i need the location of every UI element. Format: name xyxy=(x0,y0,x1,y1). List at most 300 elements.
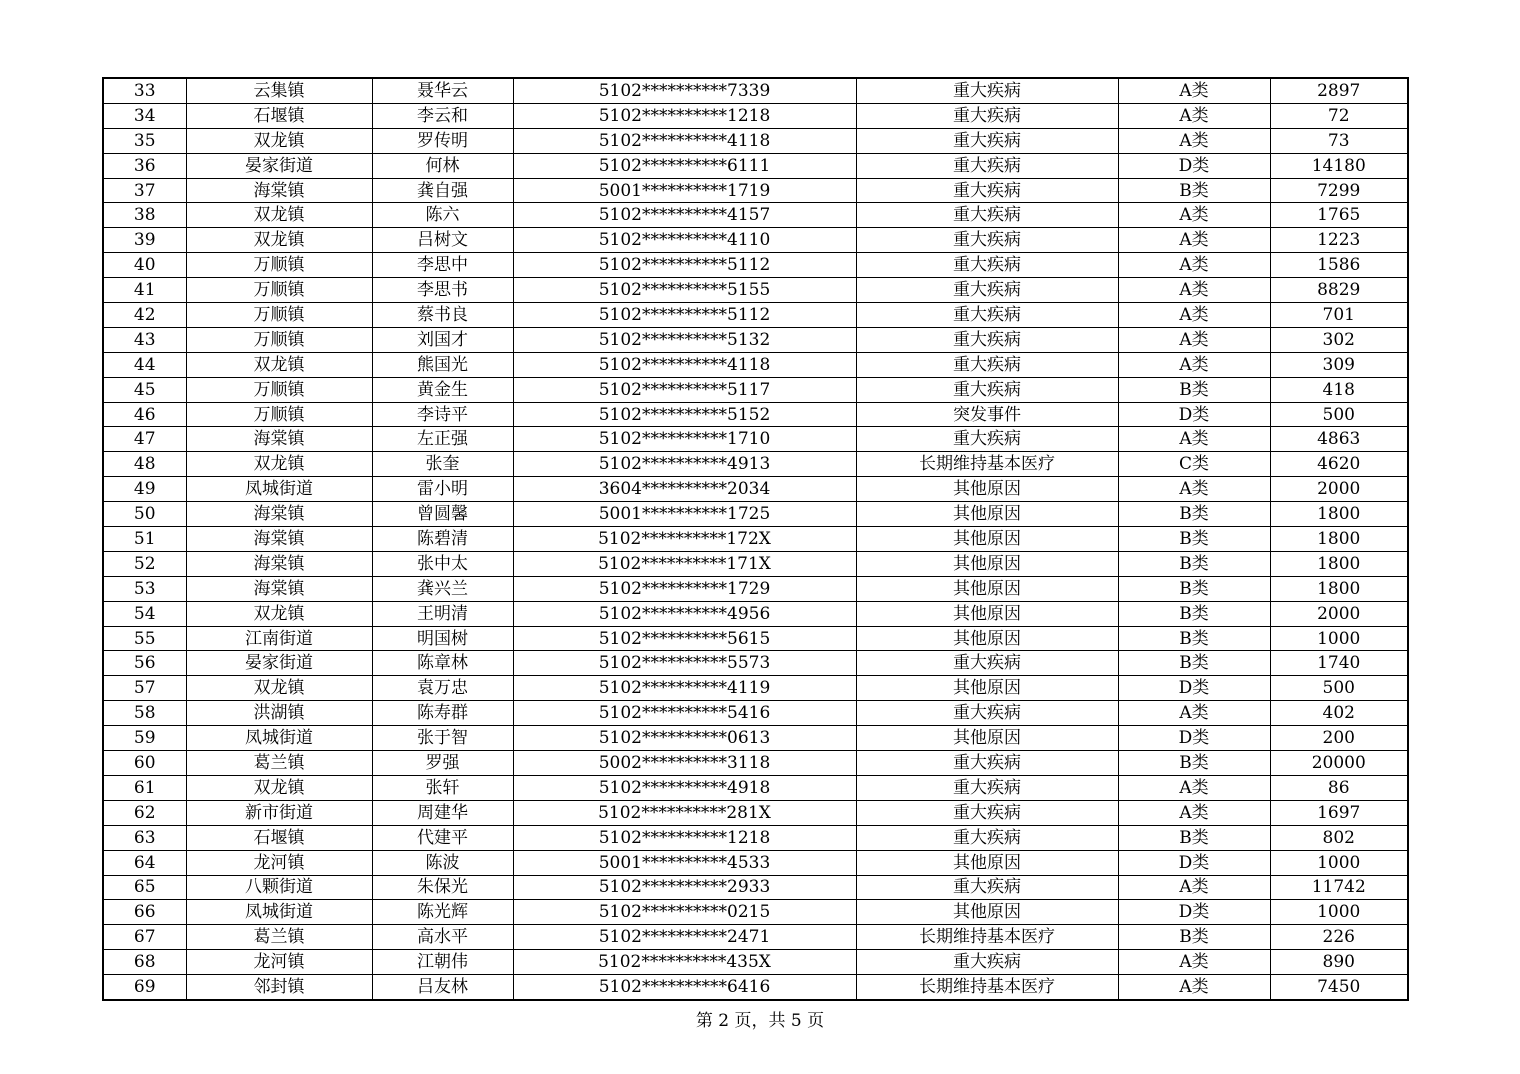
table-row xyxy=(103,327,1408,352)
row-number-cell: 65 xyxy=(103,875,186,900)
table-row xyxy=(103,975,1408,1000)
reason-cell: 长期维持基本医疗 xyxy=(856,925,1118,950)
name-cell: 袁万忠 xyxy=(372,676,513,701)
row-number-cell: 52 xyxy=(103,551,186,576)
id-number-cell: 5102**********5132 xyxy=(513,327,856,352)
table-row xyxy=(103,850,1408,875)
table-row xyxy=(103,402,1408,427)
name-cell: 明国树 xyxy=(372,626,513,651)
id-number-cell: 5102**********5615 xyxy=(513,626,856,651)
id-number-cell: 5102**********5155 xyxy=(513,278,856,303)
reason-cell: 重大疾病 xyxy=(856,103,1118,128)
id-number-cell: 5102**********5416 xyxy=(513,701,856,726)
amount-cell: 1000 xyxy=(1270,850,1408,875)
amount-cell: 7450 xyxy=(1270,975,1408,1000)
name-cell: 李诗平 xyxy=(372,402,513,427)
reason-cell: 突发事件 xyxy=(856,402,1118,427)
township-cell: 石堰镇 xyxy=(186,103,372,128)
category-cell: A类 xyxy=(1118,303,1270,328)
table-row xyxy=(103,551,1408,576)
township-cell: 万顺镇 xyxy=(186,303,372,328)
name-cell: 龚自强 xyxy=(372,178,513,203)
amount-cell: 8829 xyxy=(1270,278,1408,303)
row-number-cell: 40 xyxy=(103,253,186,278)
name-cell: 熊国光 xyxy=(372,352,513,377)
category-cell: B类 xyxy=(1118,551,1270,576)
category-cell: A类 xyxy=(1118,477,1270,502)
township-cell: 万顺镇 xyxy=(186,278,372,303)
id-number-cell: 5001**********1725 xyxy=(513,502,856,527)
table-row xyxy=(103,726,1408,751)
township-cell: 晏家街道 xyxy=(186,153,372,178)
township-cell: 龙河镇 xyxy=(186,950,372,975)
id-number-cell: 5102**********5112 xyxy=(513,303,856,328)
amount-cell: 86 xyxy=(1270,775,1408,800)
reason-cell: 重大疾病 xyxy=(856,153,1118,178)
id-number-cell: 5102**********2933 xyxy=(513,875,856,900)
amount-cell: 200 xyxy=(1270,726,1408,751)
township-cell: 海棠镇 xyxy=(186,576,372,601)
category-cell: D类 xyxy=(1118,153,1270,178)
amount-cell: 1800 xyxy=(1270,576,1408,601)
table-row xyxy=(103,825,1408,850)
name-cell: 聂华云 xyxy=(372,78,513,103)
name-cell: 张于智 xyxy=(372,726,513,751)
name-cell: 罗强 xyxy=(372,751,513,776)
row-number-cell: 56 xyxy=(103,651,186,676)
table-row xyxy=(103,576,1408,601)
id-number-cell: 5102**********281X xyxy=(513,800,856,825)
township-cell: 万顺镇 xyxy=(186,327,372,352)
township-cell: 新市街道 xyxy=(186,800,372,825)
reason-cell: 重大疾病 xyxy=(856,950,1118,975)
reason-cell: 重大疾病 xyxy=(856,751,1118,776)
name-cell: 张中太 xyxy=(372,551,513,576)
id-number-cell: 5001**********1719 xyxy=(513,178,856,203)
row-number-cell: 44 xyxy=(103,352,186,377)
amount-cell: 73 xyxy=(1270,128,1408,153)
amount-cell: 309 xyxy=(1270,352,1408,377)
category-cell: B类 xyxy=(1118,925,1270,950)
category-cell: B类 xyxy=(1118,178,1270,203)
category-cell: D类 xyxy=(1118,402,1270,427)
category-cell: D类 xyxy=(1118,676,1270,701)
category-cell: A类 xyxy=(1118,701,1270,726)
row-number-cell: 38 xyxy=(103,203,186,228)
amount-cell: 11742 xyxy=(1270,875,1408,900)
category-cell: B类 xyxy=(1118,626,1270,651)
township-cell: 葛兰镇 xyxy=(186,925,372,950)
table-row xyxy=(103,377,1408,402)
id-number-cell: 5002**********3118 xyxy=(513,751,856,776)
table-row xyxy=(103,352,1408,377)
table-row xyxy=(103,427,1408,452)
table-row xyxy=(103,651,1408,676)
row-number-cell: 64 xyxy=(103,850,186,875)
name-cell: 高水平 xyxy=(372,925,513,950)
reason-cell: 重大疾病 xyxy=(856,825,1118,850)
row-number-cell: 58 xyxy=(103,701,186,726)
table-row xyxy=(103,502,1408,527)
township-cell: 海棠镇 xyxy=(186,551,372,576)
table-row xyxy=(103,925,1408,950)
category-cell: D类 xyxy=(1118,900,1270,925)
id-number-cell: 5102**********4956 xyxy=(513,601,856,626)
category-cell: C类 xyxy=(1118,452,1270,477)
id-number-cell: 5102**********435X xyxy=(513,950,856,975)
name-cell: 陈寿群 xyxy=(372,701,513,726)
table-row xyxy=(103,601,1408,626)
id-number-cell: 5102**********4157 xyxy=(513,203,856,228)
row-number-cell: 62 xyxy=(103,800,186,825)
id-number-cell: 5102**********4913 xyxy=(513,452,856,477)
reason-cell: 重大疾病 xyxy=(856,228,1118,253)
reason-cell: 其他原因 xyxy=(856,850,1118,875)
reason-cell: 其他原因 xyxy=(856,477,1118,502)
id-number-cell: 5102**********1218 xyxy=(513,103,856,128)
township-cell: 双龙镇 xyxy=(186,352,372,377)
table-row xyxy=(103,775,1408,800)
name-cell: 黄金生 xyxy=(372,377,513,402)
township-cell: 万顺镇 xyxy=(186,402,372,427)
id-number-cell: 5102**********5152 xyxy=(513,402,856,427)
township-cell: 龙河镇 xyxy=(186,850,372,875)
amount-cell: 20000 xyxy=(1270,751,1408,776)
name-cell: 李思中 xyxy=(372,253,513,278)
amount-cell: 1800 xyxy=(1270,551,1408,576)
row-number-cell: 61 xyxy=(103,775,186,800)
amount-cell: 500 xyxy=(1270,402,1408,427)
name-cell: 左正强 xyxy=(372,427,513,452)
name-cell: 陈碧清 xyxy=(372,527,513,552)
id-number-cell: 5102**********2471 xyxy=(513,925,856,950)
reason-cell: 重大疾病 xyxy=(856,875,1118,900)
category-cell: B类 xyxy=(1118,502,1270,527)
row-number-cell: 55 xyxy=(103,626,186,651)
amount-cell: 1765 xyxy=(1270,203,1408,228)
township-cell: 双龙镇 xyxy=(186,676,372,701)
name-cell: 周建华 xyxy=(372,800,513,825)
township-cell: 海棠镇 xyxy=(186,427,372,452)
reason-cell: 其他原因 xyxy=(856,726,1118,751)
reason-cell: 其他原因 xyxy=(856,502,1118,527)
category-cell: A类 xyxy=(1118,875,1270,900)
row-number-cell: 35 xyxy=(103,128,186,153)
name-cell: 张奎 xyxy=(372,452,513,477)
table-row xyxy=(103,676,1408,701)
reason-cell: 重大疾病 xyxy=(856,352,1118,377)
table-row xyxy=(103,103,1408,128)
row-number-cell: 57 xyxy=(103,676,186,701)
amount-cell: 7299 xyxy=(1270,178,1408,203)
category-cell: A类 xyxy=(1118,228,1270,253)
township-cell: 凤城街道 xyxy=(186,900,372,925)
row-number-cell: 47 xyxy=(103,427,186,452)
amount-cell: 701 xyxy=(1270,303,1408,328)
name-cell: 吕树文 xyxy=(372,228,513,253)
id-number-cell: 5001**********4533 xyxy=(513,850,856,875)
township-cell: 八颗街道 xyxy=(186,875,372,900)
reason-cell: 重大疾病 xyxy=(856,78,1118,103)
amount-cell: 500 xyxy=(1270,676,1408,701)
reason-cell: 其他原因 xyxy=(856,576,1118,601)
table-body xyxy=(103,78,1408,1000)
category-cell: A类 xyxy=(1118,78,1270,103)
name-cell: 雷小明 xyxy=(372,477,513,502)
table-row xyxy=(103,253,1408,278)
township-cell: 晏家街道 xyxy=(186,651,372,676)
reason-cell: 重大疾病 xyxy=(856,203,1118,228)
category-cell: B类 xyxy=(1118,576,1270,601)
category-cell: A类 xyxy=(1118,950,1270,975)
row-number-cell: 50 xyxy=(103,502,186,527)
table-row xyxy=(103,701,1408,726)
township-cell: 凤城街道 xyxy=(186,726,372,751)
row-number-cell: 54 xyxy=(103,601,186,626)
reason-cell: 重大疾病 xyxy=(856,278,1118,303)
name-cell: 代建平 xyxy=(372,825,513,850)
reason-cell: 重大疾病 xyxy=(856,651,1118,676)
township-cell: 云集镇 xyxy=(186,78,372,103)
category-cell: B类 xyxy=(1118,825,1270,850)
table-row xyxy=(103,178,1408,203)
table-row xyxy=(103,228,1408,253)
category-cell: B类 xyxy=(1118,377,1270,402)
table-row xyxy=(103,78,1408,103)
reason-cell: 其他原因 xyxy=(856,527,1118,552)
reason-cell: 重大疾病 xyxy=(856,303,1118,328)
name-cell: 江朝伟 xyxy=(372,950,513,975)
township-cell: 双龙镇 xyxy=(186,128,372,153)
reason-cell: 重大疾病 xyxy=(856,775,1118,800)
amount-cell: 1800 xyxy=(1270,502,1408,527)
category-cell: A类 xyxy=(1118,327,1270,352)
reason-cell: 重大疾病 xyxy=(856,701,1118,726)
category-cell: A类 xyxy=(1118,352,1270,377)
amount-cell: 1800 xyxy=(1270,527,1408,552)
amount-cell: 890 xyxy=(1270,950,1408,975)
township-cell: 海棠镇 xyxy=(186,527,372,552)
township-cell: 双龙镇 xyxy=(186,601,372,626)
name-cell: 陈波 xyxy=(372,850,513,875)
row-number-cell: 45 xyxy=(103,377,186,402)
category-cell: A类 xyxy=(1118,975,1270,1000)
table-row xyxy=(103,900,1408,925)
row-number-cell: 59 xyxy=(103,726,186,751)
name-cell: 曾圆馨 xyxy=(372,502,513,527)
amount-cell: 4863 xyxy=(1270,427,1408,452)
table-row xyxy=(103,875,1408,900)
row-number-cell: 34 xyxy=(103,103,186,128)
id-number-cell: 5102**********171X xyxy=(513,551,856,576)
reason-cell: 重大疾病 xyxy=(856,427,1118,452)
row-number-cell: 51 xyxy=(103,527,186,552)
township-cell: 葛兰镇 xyxy=(186,751,372,776)
name-cell: 龚兴兰 xyxy=(372,576,513,601)
name-cell: 李云和 xyxy=(372,103,513,128)
id-number-cell: 5102**********7339 xyxy=(513,78,856,103)
name-cell: 刘国才 xyxy=(372,327,513,352)
table-row xyxy=(103,626,1408,651)
township-cell: 双龙镇 xyxy=(186,452,372,477)
table-row xyxy=(103,278,1408,303)
reason-cell: 长期维持基本医疗 xyxy=(856,975,1118,1000)
name-cell: 何林 xyxy=(372,153,513,178)
reason-cell: 其他原因 xyxy=(856,676,1118,701)
township-cell: 海棠镇 xyxy=(186,178,372,203)
id-number-cell: 5102**********5573 xyxy=(513,651,856,676)
id-number-cell: 5102**********1218 xyxy=(513,825,856,850)
amount-cell: 1586 xyxy=(1270,253,1408,278)
amount-cell: 72 xyxy=(1270,103,1408,128)
township-cell: 石堰镇 xyxy=(186,825,372,850)
name-cell: 陈章林 xyxy=(372,651,513,676)
reason-cell: 重大疾病 xyxy=(856,327,1118,352)
row-number-cell: 68 xyxy=(103,950,186,975)
table-row xyxy=(103,452,1408,477)
table-row xyxy=(103,950,1408,975)
category-cell: A类 xyxy=(1118,775,1270,800)
id-number-cell: 3604**********2034 xyxy=(513,477,856,502)
id-number-cell: 5102**********6416 xyxy=(513,975,856,1000)
row-number-cell: 33 xyxy=(103,78,186,103)
amount-cell: 14180 xyxy=(1270,153,1408,178)
amount-cell: 402 xyxy=(1270,701,1408,726)
table-row xyxy=(103,477,1408,502)
amount-cell: 226 xyxy=(1270,925,1408,950)
township-cell: 江南街道 xyxy=(186,626,372,651)
table-row xyxy=(103,303,1408,328)
relief-table xyxy=(102,77,1409,1001)
reason-cell: 其他原因 xyxy=(856,626,1118,651)
amount-cell: 418 xyxy=(1270,377,1408,402)
data-sheet xyxy=(102,77,1407,1001)
category-cell: A类 xyxy=(1118,253,1270,278)
row-number-cell: 69 xyxy=(103,975,186,1000)
id-number-cell: 5102**********5112 xyxy=(513,253,856,278)
amount-cell: 802 xyxy=(1270,825,1408,850)
name-cell: 吕友林 xyxy=(372,975,513,1000)
amount-cell: 1000 xyxy=(1270,900,1408,925)
row-number-cell: 42 xyxy=(103,303,186,328)
amount-cell: 1740 xyxy=(1270,651,1408,676)
reason-cell: 长期维持基本医疗 xyxy=(856,452,1118,477)
id-number-cell: 5102**********172X xyxy=(513,527,856,552)
category-cell: B类 xyxy=(1118,651,1270,676)
id-number-cell: 5102**********0215 xyxy=(513,900,856,925)
name-cell: 张轩 xyxy=(372,775,513,800)
category-cell: D类 xyxy=(1118,726,1270,751)
row-number-cell: 49 xyxy=(103,477,186,502)
township-cell: 万顺镇 xyxy=(186,377,372,402)
table-row xyxy=(103,203,1408,228)
id-number-cell: 5102**********6111 xyxy=(513,153,856,178)
amount-cell: 302 xyxy=(1270,327,1408,352)
amount-cell: 2897 xyxy=(1270,78,1408,103)
category-cell: A类 xyxy=(1118,103,1270,128)
id-number-cell: 5102**********4118 xyxy=(513,352,856,377)
amount-cell: 2000 xyxy=(1270,477,1408,502)
reason-cell: 其他原因 xyxy=(856,551,1118,576)
name-cell: 朱保光 xyxy=(372,875,513,900)
row-number-cell: 36 xyxy=(103,153,186,178)
category-cell: A类 xyxy=(1118,128,1270,153)
table-row xyxy=(103,128,1408,153)
row-number-cell: 46 xyxy=(103,402,186,427)
category-cell: B类 xyxy=(1118,601,1270,626)
row-number-cell: 66 xyxy=(103,900,186,925)
category-cell: B类 xyxy=(1118,751,1270,776)
row-number-cell: 67 xyxy=(103,925,186,950)
township-cell: 双龙镇 xyxy=(186,775,372,800)
table-row xyxy=(103,527,1408,552)
page-number-footer: 第 2 页，共 5 页 xyxy=(695,1011,825,1031)
row-number-cell: 60 xyxy=(103,751,186,776)
amount-cell: 1697 xyxy=(1270,800,1408,825)
township-cell: 双龙镇 xyxy=(186,228,372,253)
row-number-cell: 53 xyxy=(103,576,186,601)
name-cell: 罗传明 xyxy=(372,128,513,153)
category-cell: A类 xyxy=(1118,278,1270,303)
reason-cell: 其他原因 xyxy=(856,900,1118,925)
name-cell: 蔡书良 xyxy=(372,303,513,328)
amount-cell: 1223 xyxy=(1270,228,1408,253)
township-cell: 海棠镇 xyxy=(186,502,372,527)
name-cell: 陈六 xyxy=(372,203,513,228)
township-cell: 邻封镇 xyxy=(186,975,372,1000)
id-number-cell: 5102**********4110 xyxy=(513,228,856,253)
category-cell: B类 xyxy=(1118,527,1270,552)
id-number-cell: 5102**********4918 xyxy=(513,775,856,800)
id-number-cell: 5102**********4119 xyxy=(513,676,856,701)
name-cell: 王明清 xyxy=(372,601,513,626)
reason-cell: 重大疾病 xyxy=(856,178,1118,203)
row-number-cell: 48 xyxy=(103,452,186,477)
reason-cell: 重大疾病 xyxy=(856,377,1118,402)
category-cell: A类 xyxy=(1118,203,1270,228)
table-row xyxy=(103,153,1408,178)
reason-cell: 重大疾病 xyxy=(856,800,1118,825)
name-cell: 李思书 xyxy=(372,278,513,303)
category-cell: D类 xyxy=(1118,850,1270,875)
amount-cell: 2000 xyxy=(1270,601,1408,626)
table-row xyxy=(103,751,1408,776)
township-cell: 凤城街道 xyxy=(186,477,372,502)
amount-cell: 1000 xyxy=(1270,626,1408,651)
row-number-cell: 63 xyxy=(103,825,186,850)
township-cell: 万顺镇 xyxy=(186,253,372,278)
row-number-cell: 41 xyxy=(103,278,186,303)
reason-cell: 重大疾病 xyxy=(856,253,1118,278)
category-cell: A类 xyxy=(1118,800,1270,825)
id-number-cell: 5102**********5117 xyxy=(513,377,856,402)
township-cell: 双龙镇 xyxy=(186,203,372,228)
reason-cell: 其他原因 xyxy=(856,601,1118,626)
row-number-cell: 39 xyxy=(103,228,186,253)
id-number-cell: 5102**********0613 xyxy=(513,726,856,751)
id-number-cell: 5102**********1710 xyxy=(513,427,856,452)
id-number-cell: 5102**********4118 xyxy=(513,128,856,153)
township-cell: 洪湖镇 xyxy=(186,701,372,726)
table-row xyxy=(103,800,1408,825)
row-number-cell: 37 xyxy=(103,178,186,203)
id-number-cell: 5102**********1729 xyxy=(513,576,856,601)
category-cell: A类 xyxy=(1118,427,1270,452)
row-number-cell: 43 xyxy=(103,327,186,352)
name-cell: 陈光辉 xyxy=(372,900,513,925)
amount-cell: 4620 xyxy=(1270,452,1408,477)
reason-cell: 重大疾病 xyxy=(856,128,1118,153)
